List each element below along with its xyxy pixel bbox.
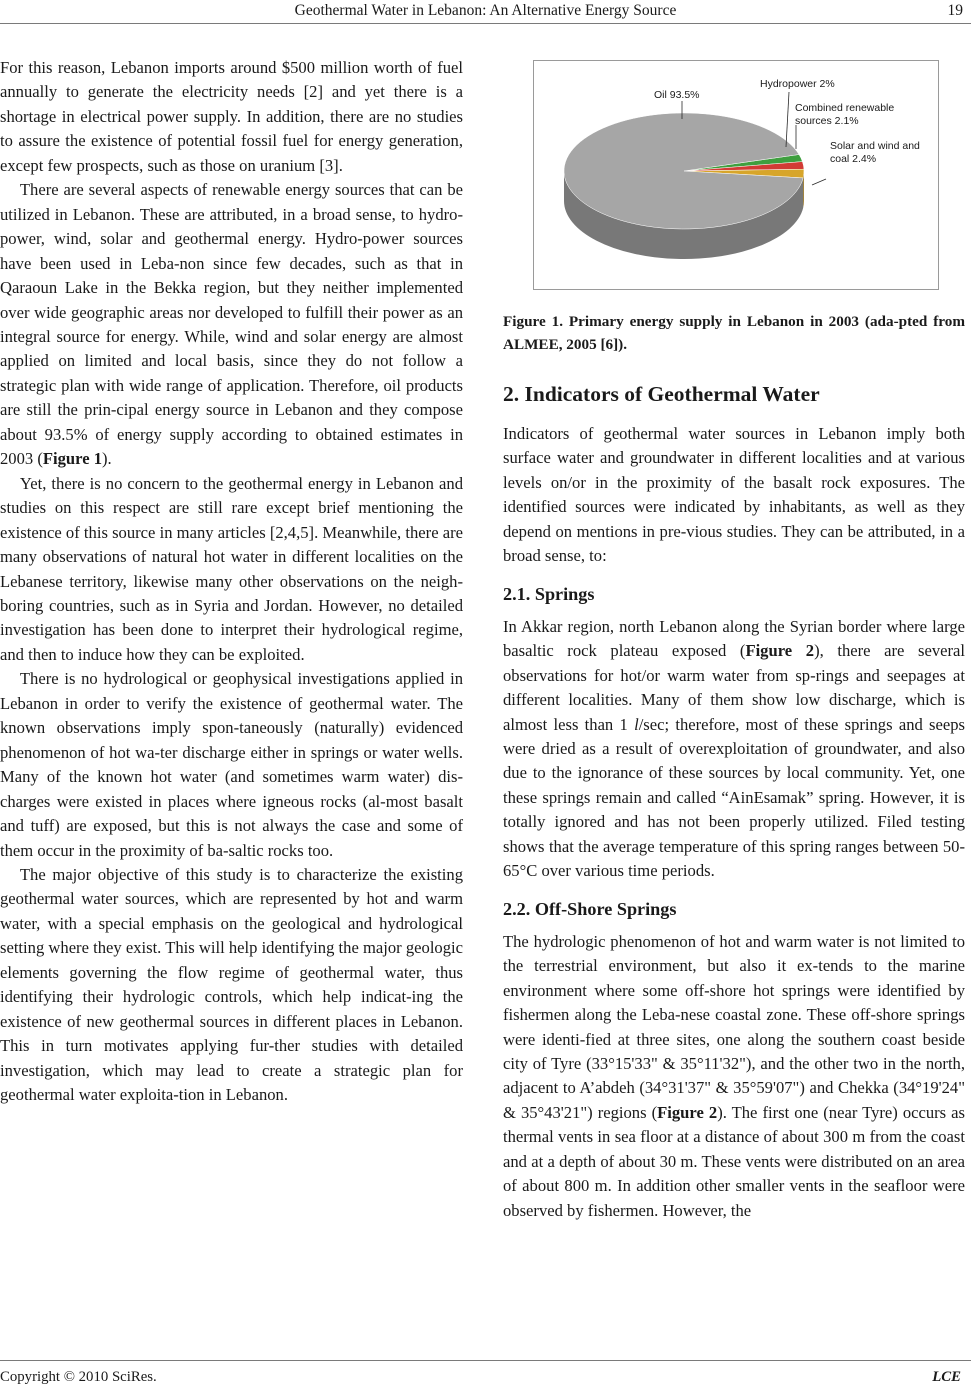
paragraph-geothermal-concern: Yet, there is no concern to the geothermal energy in Lebanon and studies on this respect are still rare except brief mentioning the existence of this source in many articles [2,4,5]. Meanwhile, there are many observations of natural hot water in different localities on the Lebanese territory, likewise many other observations on the neigh-boring countries, such as in Syria and Jordan. However, no detailed investigation has been done to interpret their hydrological regime, and then to induce how they can be exploited.	[0, 473, 463, 664]
paragraph-renewable-text: There are several aspects of renewable energy sources that can be utilized in Lebanon. These are attributed, in a broad sense, to hydro-power, wind, solar and geothermal energy. Hydro-power sources have been used in Leba-non since few decades, such as that in Qaraoun Lake in the Bekka region, but they neither implemented over wide geographic areas nor developed to fulfill their power as an integral source for energy. While, wind and solar energy are almost applied on limited and local basis, since they do not follow a strategic plan with wide range of application. Therefore, oil products are still the prin-cipal energy source in Lebanon and they compose about 93.5% of energy supply according to obtained estimates in 2003 (	[0, 180, 463, 469]
unit-litre: l	[634, 714, 639, 734]
paragraph-objective: The major objective of this study is to characterize the existing geothermal water sources, which are represented by hot and warm water, with a special emphasis on the geological and hydrological setting where they exist. This will help identifying the major geologic elements governing the flow regime of geothermal water, thus identifying their hydrologic controls, which help indicat-ing the existence of new geothermal sources in different places in Lebanon. This in turn motivates applying fur-ther studies with detailed investigation, which may lead to create a strategic plan for geothermal water exploita-tion in Lebanon.	[0, 864, 463, 1105]
page-number: 19	[947, 2, 963, 19]
leader-solar	[812, 179, 826, 185]
journal-abbrev: LCE	[932, 1369, 961, 1385]
figure-2-reference-offshore[interactable]: Figure 2	[657, 1102, 718, 1122]
subsection-offshore-title: 2.2. Off-Shore Springs	[503, 898, 677, 919]
figure-2-reference[interactable]: Figure 2	[745, 641, 815, 661]
paragraph-intro: For this reason, Lebanon imports around $500 million worth of fuel annually to generate the electricity needs [2] and yet there is a shortage in electrical power supply. In addition, there are no studies to assure the existence of potential fossil fuel for energy generation, except few prospects, such as those on uranium [3].	[0, 58, 463, 175]
header-rule	[0, 23, 971, 24]
pie-chart	[534, 61, 938, 289]
label-hydropower: Hydropower 2%	[760, 78, 835, 90]
figure-1-reference[interactable]: Figure 1	[42, 449, 103, 469]
label-oil: Oil 93.5%	[654, 89, 700, 101]
paragraph-springs	[503, 615, 965, 884]
paragraph-offshore	[503, 930, 965, 1223]
section-title: 2. Indicators of Geothermal Water	[503, 382, 820, 406]
offshore-text-a: The hydrologic phenomenon of hot and warm water is not limited to the terrestrial environment, but also it ex-tends to the marine environment where some off-shore hot springs were identified by fishermen along the Leba-nese coastal zone. These off-shore springs were identi-fied at three sites, one along the southern coast beside city of Tyre (33°15'33" & 35°11'32"), and the other two in the north, adjacent to A’abdeh (34°31'37" & 35°59'07") and Chekka (34°19'24" & 35°43'21") regions (	[503, 931, 965, 1122]
leader-hydro	[786, 92, 789, 147]
label-solar-line2: coal 2.4%	[830, 153, 877, 165]
paragraph-renewable-end: ).	[102, 449, 112, 469]
figure-1-chart	[533, 60, 939, 290]
subsection-springs-title: 2.1. Springs	[503, 583, 595, 604]
section-intro: Indicators of geothermal water sources in Lebanon imply both surface water and groundwater in different localities and at various levels on/or in the proximity of the basalt rock exposures. The identified sources were indicated by inhabitants, as well as they depend on mentions in pre-vious studies. They can be attributed, in a broad sense, to:	[503, 424, 965, 566]
figure-1-caption: Figure 1. Primary energy supply in Lebanon in 2003 (ada-pted from ALMEE, 2005 [6]).	[503, 313, 965, 353]
springs-text-a: In Akkar region, north Lebanon along the Syrian border where large basaltic rock plateau exposed (	[503, 616, 965, 661]
springs-text-c: /sec; therefore, most of these springs and seeps were dried as a result of overexploitation of groundwater, and also due to the ignorance of these sources by local community. Yet, one these springs remain and called “AinEsamak” spring. However, it is totally ignored and has not been properly utilized. Filed testing shows that the average temperature of this spring ranges between 50-65°C over various time periods.	[503, 714, 965, 881]
running-title: Geothermal Water in Lebanon: An Alternative Energy Source	[294, 2, 677, 19]
left-column	[0, 56, 463, 1107]
right-column	[503, 60, 965, 1223]
paragraph-renewable	[0, 178, 463, 471]
paragraph-investigations: There is no hydrological or geophysical investigations applied in Lebanon in order to verify the existence of geothermal water. The known observations imply spon-taneously (naturally) evidenced phenomenon of hot wa-ter discharge either in springs or water wells. Many of the known hot water (and sometimes warm water) dis-charges were existed in places where igneous rocks (al-most basalt and tuff) are exposed, but this is not always the case and some of them occur in the proximity of ba-saltic rocks too.	[0, 669, 463, 860]
offshore-text-b: ). The first one (near Tyre) occurs as thermal vents in sea floor at a distance of about 300 m from the coast and at a depth of about 30 m. These vents were distributed on an area of about 800 m. In addition other smaller vents in the seafloor were observed by fishermen. However, the	[503, 1102, 966, 1220]
running-header	[0, 0, 971, 24]
page-footer	[0, 1368, 971, 1386]
copyright: Copyright © 2010 SciRes.	[0, 1369, 157, 1385]
springs-text-b: ), there are several observations for hot/or warm water from sp-rings and seepages at different localities. Many of them show low discharge, which is almost less than 1	[503, 641, 965, 734]
footer-rule	[0, 1360, 971, 1361]
label-combined-line1: Combined renewable	[795, 102, 895, 114]
label-solar-line1: Solar and wind and	[830, 140, 920, 152]
label-combined-line2: sources 2.1%	[795, 115, 859, 127]
